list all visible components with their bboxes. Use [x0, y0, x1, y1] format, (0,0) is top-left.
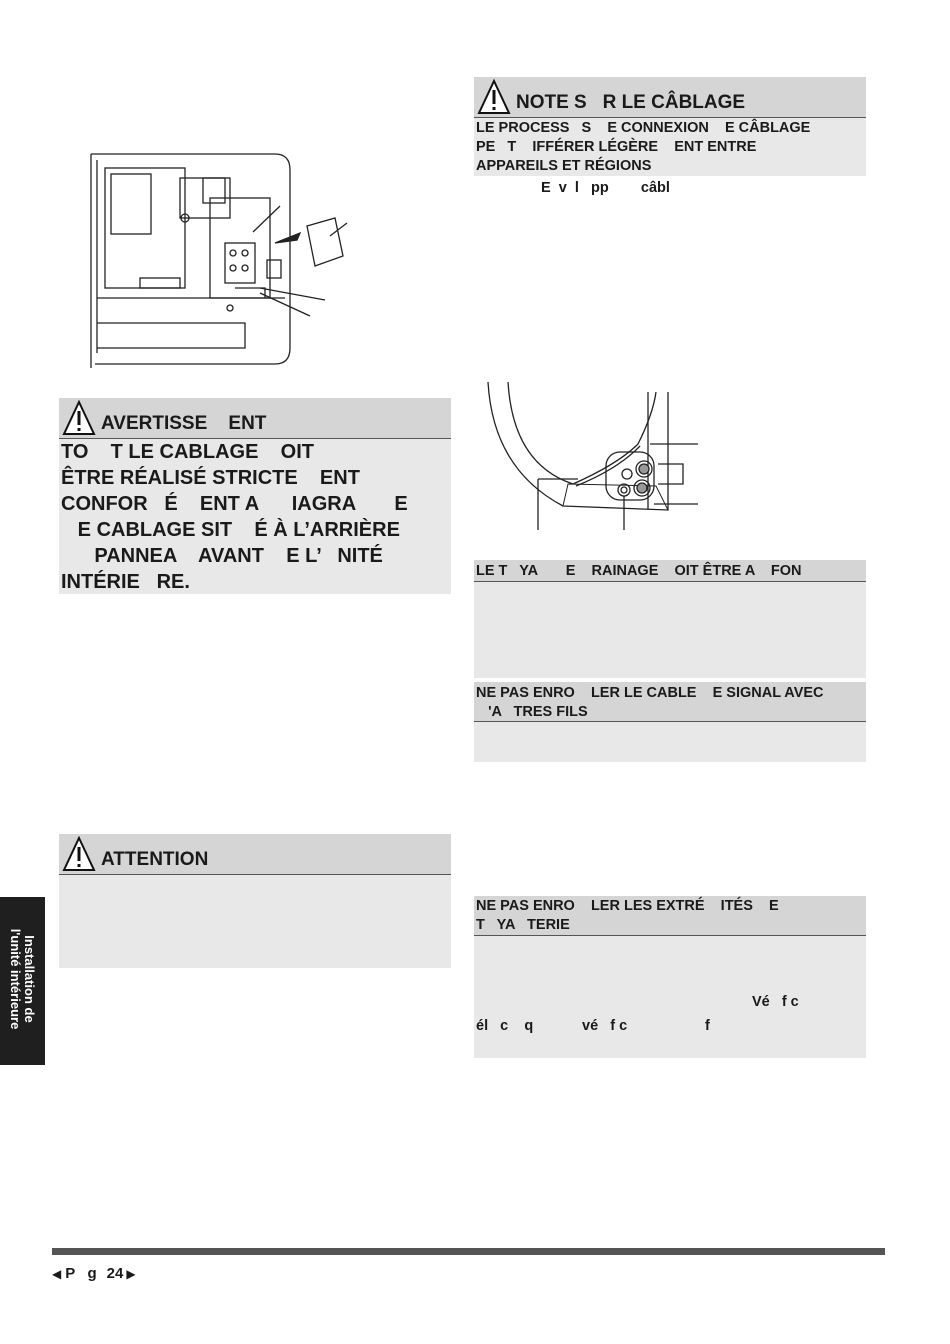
- signal-note-body: [474, 722, 866, 762]
- warning-line: PANNEA AVANT E L’ NITÉ: [61, 545, 383, 567]
- note-wiring-line: APPAREILS ET RÉGIONS: [476, 158, 652, 174]
- warning-line: ÊTRE RÉALISÉ STRICTE ENT: [61, 467, 360, 489]
- warning-line: CONFOR É ENT A IAGRA E: [61, 493, 408, 515]
- pipe-note-line: NE PAS ENRO LER LES EXTRÉ ITÉS E: [476, 898, 779, 914]
- drain-note-body: [474, 582, 866, 678]
- pipe-note-text: f: [705, 1018, 710, 1034]
- pipe-note-text: vé f c: [582, 1018, 628, 1034]
- section-side-tab: [0, 897, 45, 1065]
- caution-icon: [62, 836, 96, 872]
- side-tab-label: Installation de l'unité intérieure: [8, 928, 37, 1030]
- next-page-icon: ▶: [126, 1266, 136, 1281]
- page-label: P g: [65, 1265, 97, 1282]
- note-wiring-line: LE PROCESS S E CONNEXION E CÂBLAGE: [476, 120, 811, 136]
- warning-title: AVERTISSE ENT: [101, 413, 267, 434]
- pipe-note-line: T YA TERIE: [476, 917, 570, 933]
- note-wiring-text: E v l pp câbl: [541, 180, 670, 196]
- pipe-outlet-illustration: [478, 374, 703, 532]
- attention-title: ATTENTION: [101, 849, 209, 870]
- warning-line: E CABLAGE SIT É À L’ARRIÈRE: [61, 519, 400, 541]
- warning-line: TO T LE CABLAGE OIT: [61, 441, 314, 463]
- signal-note-line: NE PAS ENRO LER LE CABLE E SIGNAL AVEC: [476, 685, 824, 701]
- prev-page-icon: ◀: [52, 1266, 62, 1281]
- warning-line: INTÉRIE RE.: [61, 571, 190, 593]
- note-wiring-line: PE T IFFÉRER LÉGÈRE ENT ENTRE: [476, 139, 757, 155]
- note-warning-icon: [477, 79, 511, 115]
- pipe-note-text: Vé f c: [752, 994, 799, 1010]
- page-indicator: [52, 1265, 136, 1282]
- footer-bar: [52, 1248, 885, 1255]
- indoor-unit-wiring-illustration: [85, 148, 365, 373]
- signal-note-line: 'A TRES FILS: [476, 704, 588, 720]
- warning-body: [59, 439, 451, 594]
- attention-body: [59, 875, 451, 968]
- note-wiring-body: [474, 118, 866, 176]
- warning-icon: [62, 400, 96, 436]
- pipe-note-text: él c q: [476, 1018, 534, 1034]
- pipe-note-body: [474, 936, 866, 1058]
- note-wiring-title: NOTE S R LE CÂBLAGE: [516, 92, 746, 113]
- page-number: 24: [106, 1265, 124, 1282]
- drain-note-title: LE T YA E RAINAGE OIT ÊTRE A FON: [476, 563, 802, 579]
